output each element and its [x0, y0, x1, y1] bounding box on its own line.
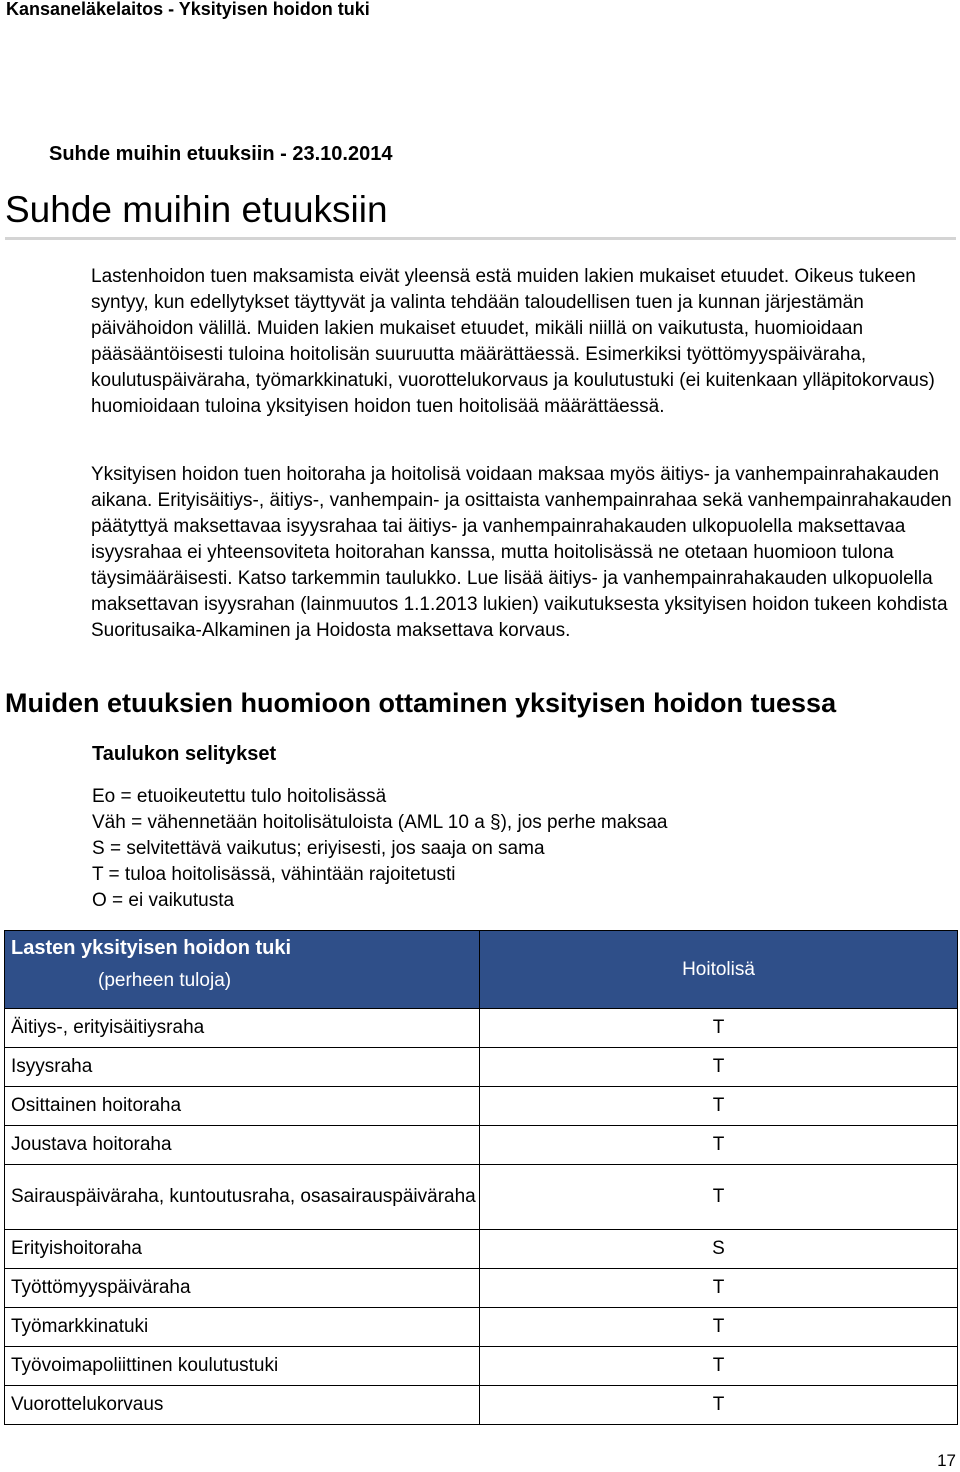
table-row [5, 1087, 958, 1126]
document-header: Kansaneläkelaitos - Yksityisen hoidon tuki [6, 0, 370, 19]
table-row [5, 1126, 958, 1165]
table-row [5, 1165, 958, 1230]
intro-paragraph: Lastenhoidon tuen maksamista eivät yleensä estä muiden lakien mukaiset etuudet. Oikeus tukeen syntyy, kun edellytykset täyttyvät ja valinta tehdään taloudellisen tuen ja kunnan järjestämän päivähoidon välillä. Muiden lakien mukaiset etuudet, mikäli niillä on vaikutusta, huomioidaan pääsääntöisesti tuloina hoitolisän suuruutta määrättäessä. Esimerkiksi työttömyyspäiväraha, koulutuspäiväraha, työmarkkinatuki, vuorottelukorvaus ja koulutustuki (ei kuitenkaan ylläpitokorvaus) huomioidaan tuloina yksityisen hoidon tuen hoitolisää määrättäessä. [91, 266, 935, 417]
benefit-code: T [480, 1126, 958, 1165]
section-date-title: Suhde muihin etuuksiin - 23.10.2014 [49, 143, 393, 165]
table-header-row [5, 931, 958, 1009]
table-row [5, 1009, 958, 1048]
page-title: Suhde muihin etuuksiin [5, 189, 388, 230]
benefit-code: T [480, 1009, 958, 1048]
header-benefit [5, 931, 480, 1009]
benefit-name: Osittainen hoitoraha [5, 1087, 480, 1126]
benefit-name: Työvoimapoliittinen koulutustuki [5, 1347, 480, 1386]
benefit-code: T [480, 1269, 958, 1308]
benefit-code: T [480, 1165, 958, 1230]
maternity-paragraph: Yksityisen hoidon tuen hoitoraha ja hoitolisä voidaan maksaa myös äitiys- ja vanhempainrahakauden aikana. Erityisäitiys-, äitiys-, vanhempain- ja osittaista vanhempainrahaa sekä vanhempainrahakauden päätyttyä maksettavaa isyysrahaa tai äitiys- ja vanhempainrahakauden ulkopuolella maksettavaa isyysrahaa ei yhteensoviteta hoitorahan kanssa, mutta hoitolisässä ne otetaan huomioon tulona täysimääräisesti. Katso tarkemmin taulukko. Lue lisää äitiys- ja vanhempainrahakauden ulkopuolella maksettavan isyysrahan (lainmuutos 1.1.2013 lukien) vaikutuksesta yksityisen hoidon tukeen kohdista Suoritusaika-Alkaminen ja Hoidosta maksettava korvaus. [91, 464, 952, 641]
header-benefit-title: Lasten yksityisen hoidon tuki [11, 937, 292, 959]
benefit-code: T [480, 1308, 958, 1347]
legend-item-o: O = ei vaikutusta [92, 890, 235, 911]
benefit-name: Työttömyyspäiväraha [5, 1269, 480, 1308]
benefit-code: T [480, 1087, 958, 1126]
legend-title: Taulukon selitykset [92, 743, 277, 765]
table-row [5, 1347, 958, 1386]
benefit-code: T [480, 1048, 958, 1087]
table-row [5, 1230, 958, 1269]
benefit-code: S [480, 1230, 958, 1269]
page-number: 17 [937, 1451, 956, 1470]
title-divider [5, 237, 956, 240]
benefit-name: Sairauspäiväraha, kuntoutusraha, osasairauspäiväraha [5, 1165, 480, 1230]
benefit-name: Vuorottelukorvaus [5, 1386, 480, 1425]
benefit-code: T [480, 1386, 958, 1425]
section-heading: Muiden etuuksien huomioon ottaminen yksityisen hoidon tuessa [5, 688, 837, 718]
header-benefit-subtitle: (perheen tuloja) [98, 970, 232, 991]
table-row [5, 1269, 958, 1308]
table-row [5, 1048, 958, 1087]
benefit-name: Isyysraha [5, 1048, 480, 1087]
legend-item-t: T = tuloa hoitolisässä, vähintään rajoitetusti [92, 864, 456, 885]
header-hoitolisa: Hoitolisä [480, 931, 958, 1009]
benefits-table [4, 930, 958, 1425]
benefit-name: Äitiys-, erityisäitiysraha [5, 1009, 480, 1048]
benefit-name: Joustava hoitoraha [5, 1126, 480, 1165]
benefit-name: Erityishoitoraha [5, 1230, 480, 1269]
legend-item-vah: Väh = vähennetään hoitolisätuloista (AML 10 a §), jos perhe maksaa [92, 812, 668, 833]
legend-item-s: S = selvitettävä vaikutus; eriyisesti, jos saaja on sama [92, 838, 545, 859]
table-row [5, 1386, 958, 1425]
legend-item-eo: Eo = etuoikeutettu tulo hoitolisässä [92, 786, 387, 807]
benefit-code: T [480, 1347, 958, 1386]
table-row [5, 1308, 958, 1347]
benefit-name: Työmarkkinatuki [5, 1308, 480, 1347]
legend-list [92, 784, 667, 914]
